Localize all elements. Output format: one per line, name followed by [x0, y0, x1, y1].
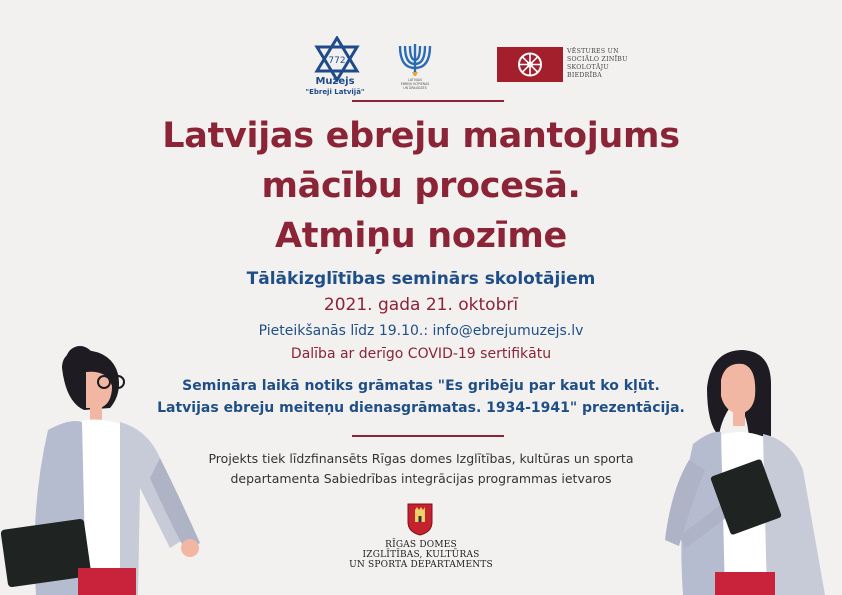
- riga-line2: IZGLĪTĪBAS, KULTŪRAS: [362, 550, 480, 560]
- association-line3: SKOLOTĀJU: [567, 64, 609, 71]
- association-line2: SOCIĀLO ZINĪBU: [567, 56, 628, 63]
- top-divider: [352, 100, 504, 102]
- title-line3: Atmiņu nozīme: [275, 216, 567, 256]
- teacher-left-illustration: [0, 338, 215, 595]
- menorah-caption-2: EBREJU KOPIENAS: [400, 82, 430, 86]
- title-line1: Latvijas ebreju mantojums: [162, 116, 680, 156]
- teacher-right-illustration: [655, 340, 842, 595]
- museum-logo: [300, 36, 370, 96]
- association-name: [567, 48, 637, 80]
- riga-coat-of-arms-icon: [406, 502, 434, 536]
- museum-name-line2: "Ebreji Latvijā": [305, 88, 365, 96]
- menorah-caption-3: UN DRAUDZES: [403, 86, 427, 90]
- seminar-date: 2021. gada 21. oktobrī: [323, 295, 519, 315]
- funding-line2: departamenta Sabiedrības integrācijas programmas ietvaros: [230, 471, 612, 486]
- presentation-line1: Semināra laikā notiks grāmatas "Es gribēju par kaut ko kļūt.: [182, 378, 660, 394]
- association-logo: [497, 47, 634, 84]
- star-text: 772: [328, 56, 346, 66]
- title-line2: mācību procesā.: [261, 166, 581, 206]
- presentation-line2: Latvijas ebreju meiteņu dienasgrāmatas. 1934-1941" prezentācija.: [157, 400, 685, 416]
- museum-name-line1: Muzejs: [315, 76, 355, 87]
- riga-line1: RĪGAS DOMES: [385, 540, 457, 550]
- seminar-subtitle: Tālākizglītības seminārs skolotājiem: [246, 269, 596, 289]
- middle-divider: [352, 435, 504, 437]
- menorah-caption-1: LATVIJAS: [408, 78, 422, 82]
- riga-line3: UN SPORTA DEPARTAMENTS: [349, 560, 493, 570]
- registration-info: Pieteikšanās līdz 19.10.: info@ebrejumuzejs.lv: [258, 323, 584, 339]
- menorah-logo-icon: [394, 40, 436, 92]
- association-line1: VĒSTURES UN: [567, 48, 619, 55]
- association-emblem: [497, 47, 563, 82]
- association-line4: BIEDRĪBA: [567, 72, 602, 79]
- funding-line1: Projekts tiek līdzfinansēts Rīgas domes Izglītības, kultūras un sporta: [208, 451, 634, 466]
- wheel-icon: [497, 47, 563, 82]
- covid-note: Dalība ar derīgo COVID-19 sertifikātu: [290, 346, 552, 362]
